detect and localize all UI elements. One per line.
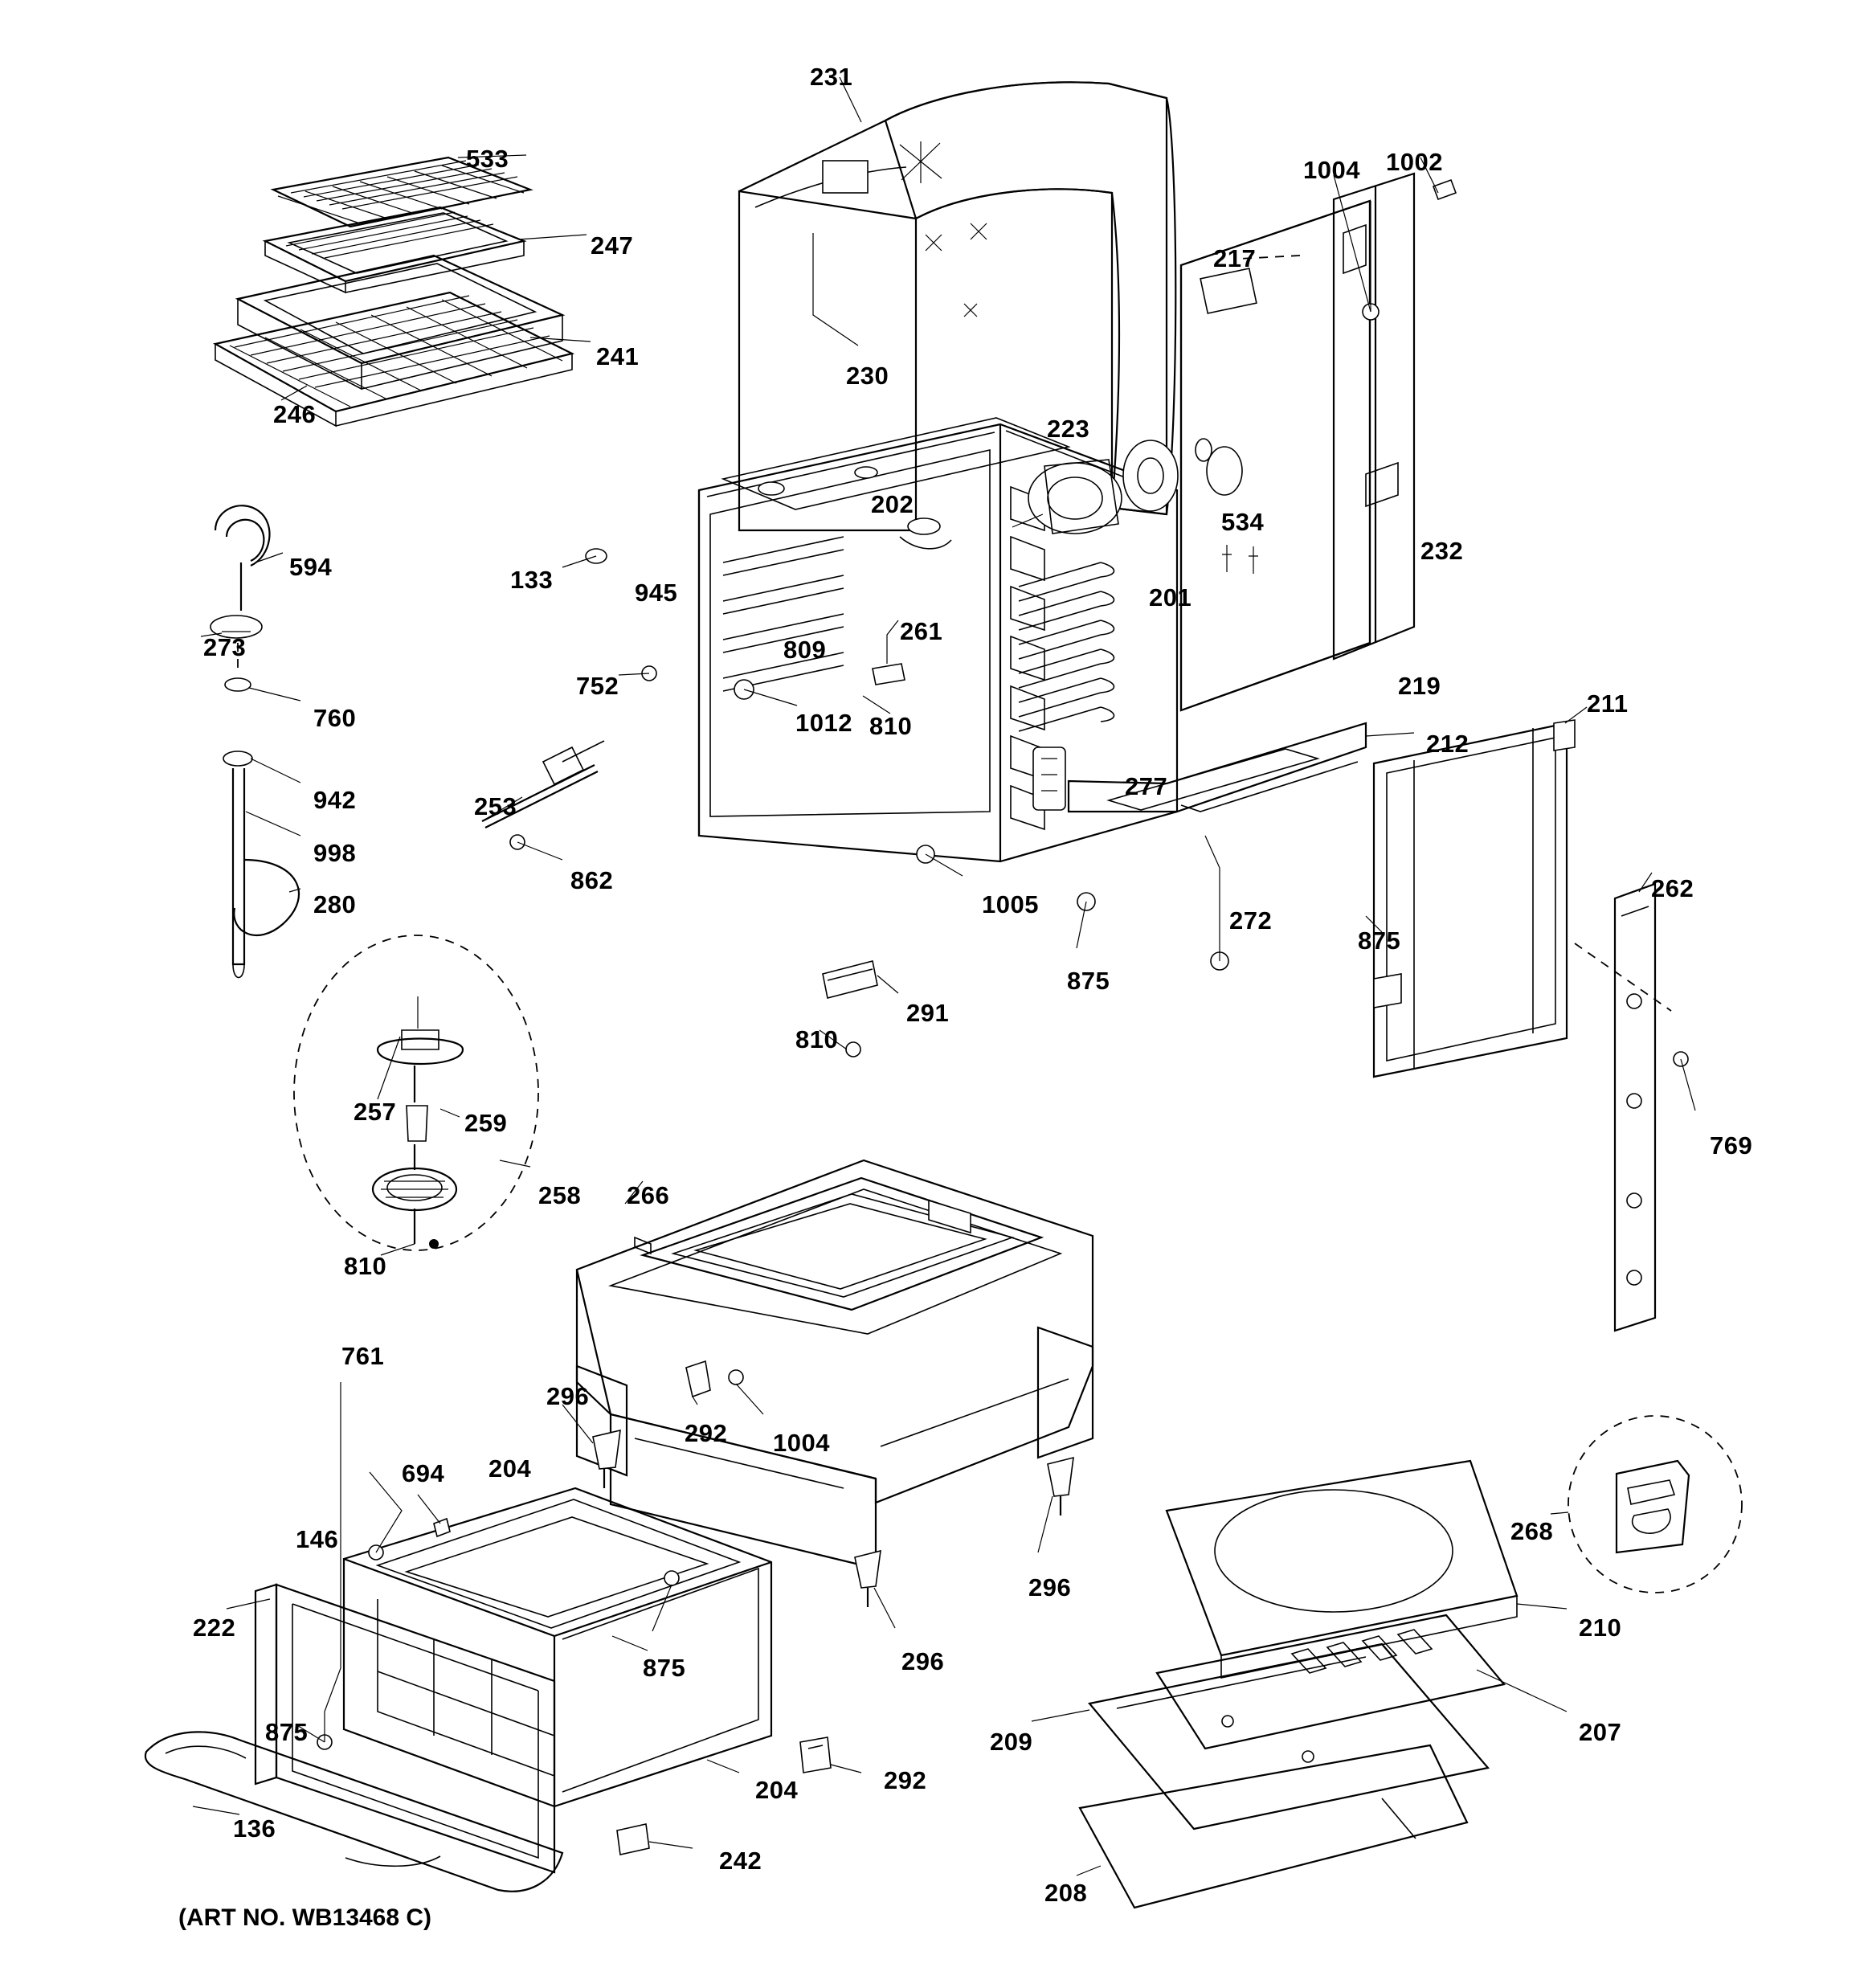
callout-1004-top: 1004 <box>1303 156 1360 184</box>
callout-694: 694 <box>402 1459 445 1487</box>
callout-253: 253 <box>474 792 517 820</box>
callout-202: 202 <box>871 490 914 518</box>
callout-875-a: 875 <box>1358 927 1401 955</box>
callout-211: 211 <box>1587 689 1629 718</box>
group-detail-bubble-268 <box>1551 1416 1742 1593</box>
callout-998: 998 <box>313 839 357 867</box>
group-probe <box>201 505 300 977</box>
callout-942: 942 <box>313 786 357 814</box>
callout-212: 212 <box>1426 730 1469 758</box>
callout-292-a: 292 <box>685 1419 728 1447</box>
callout-533: 533 <box>466 145 509 173</box>
callout-761: 761 <box>341 1342 385 1370</box>
callout-266: 266 <box>627 1181 670 1209</box>
callout-222: 222 <box>193 1614 236 1642</box>
callout-258: 258 <box>538 1181 582 1209</box>
callout-262: 262 <box>1651 874 1694 902</box>
callout-217: 217 <box>1213 244 1257 272</box>
callout-204-b: 204 <box>755 1776 799 1804</box>
callout-1002: 1002 <box>1386 148 1443 176</box>
callout-210: 210 <box>1579 1614 1622 1642</box>
callout-241: 241 <box>596 342 640 370</box>
callout-219: 219 <box>1398 672 1441 700</box>
callout-945: 945 <box>635 579 678 607</box>
callout-208: 208 <box>1044 1879 1088 1907</box>
group-racks <box>215 155 591 426</box>
callout-292-b: 292 <box>884 1766 927 1794</box>
callout-296-b: 296 <box>1028 1573 1072 1601</box>
callout-232: 232 <box>1420 537 1464 565</box>
group-wrap <box>739 77 1175 530</box>
callout-1004-b: 1004 <box>773 1429 830 1457</box>
callout-268: 268 <box>1510 1517 1554 1545</box>
group-frame-266 <box>562 1160 1093 1628</box>
callout-133: 133 <box>510 566 554 594</box>
callout-280: 280 <box>313 890 357 918</box>
callout-1012: 1012 <box>795 709 852 737</box>
callout-810-a: 810 <box>869 712 913 740</box>
callout-246: 246 <box>273 400 317 428</box>
callout-296-a: 296 <box>546 1382 590 1410</box>
callout-209: 209 <box>990 1728 1033 1756</box>
callout-1005: 1005 <box>982 890 1039 918</box>
callout-259: 259 <box>464 1109 508 1137</box>
callout-261: 261 <box>900 617 943 645</box>
callout-760: 760 <box>313 704 357 732</box>
callout-291: 291 <box>906 999 950 1027</box>
callout-242: 242 <box>719 1847 762 1875</box>
callout-146: 146 <box>296 1525 339 1553</box>
callout-810-c: 810 <box>795 1025 839 1053</box>
callout-809: 809 <box>783 636 827 664</box>
callout-594: 594 <box>289 553 333 581</box>
callout-257: 257 <box>354 1098 397 1126</box>
callout-273: 273 <box>203 633 247 661</box>
callout-875-d: 875 <box>265 1718 309 1746</box>
callout-875-b: 875 <box>1067 967 1110 995</box>
art-number-note: (ART NO. WB13468 C) <box>178 1904 432 1931</box>
callout-247: 247 <box>591 231 634 260</box>
callout-223: 223 <box>1047 415 1090 443</box>
callout-201: 201 <box>1149 583 1192 612</box>
callout-810-b: 810 <box>344 1252 387 1280</box>
group-bottom-panels <box>1032 1461 1567 1908</box>
callout-204-a: 204 <box>488 1454 532 1483</box>
callout-231: 231 <box>810 63 853 91</box>
callout-136: 136 <box>233 1814 276 1843</box>
callout-875-c: 875 <box>643 1654 686 1682</box>
callout-296-c: 296 <box>901 1647 945 1675</box>
callout-862: 862 <box>570 866 614 894</box>
callout-230: 230 <box>846 362 889 390</box>
callout-752: 752 <box>576 672 619 700</box>
callout-769: 769 <box>1710 1131 1753 1160</box>
callout-534: 534 <box>1221 508 1265 536</box>
callout-207: 207 <box>1579 1718 1622 1746</box>
callout-272: 272 <box>1229 906 1273 935</box>
group-detail-bubble-258 <box>294 935 538 1255</box>
callout-277: 277 <box>1125 772 1168 800</box>
